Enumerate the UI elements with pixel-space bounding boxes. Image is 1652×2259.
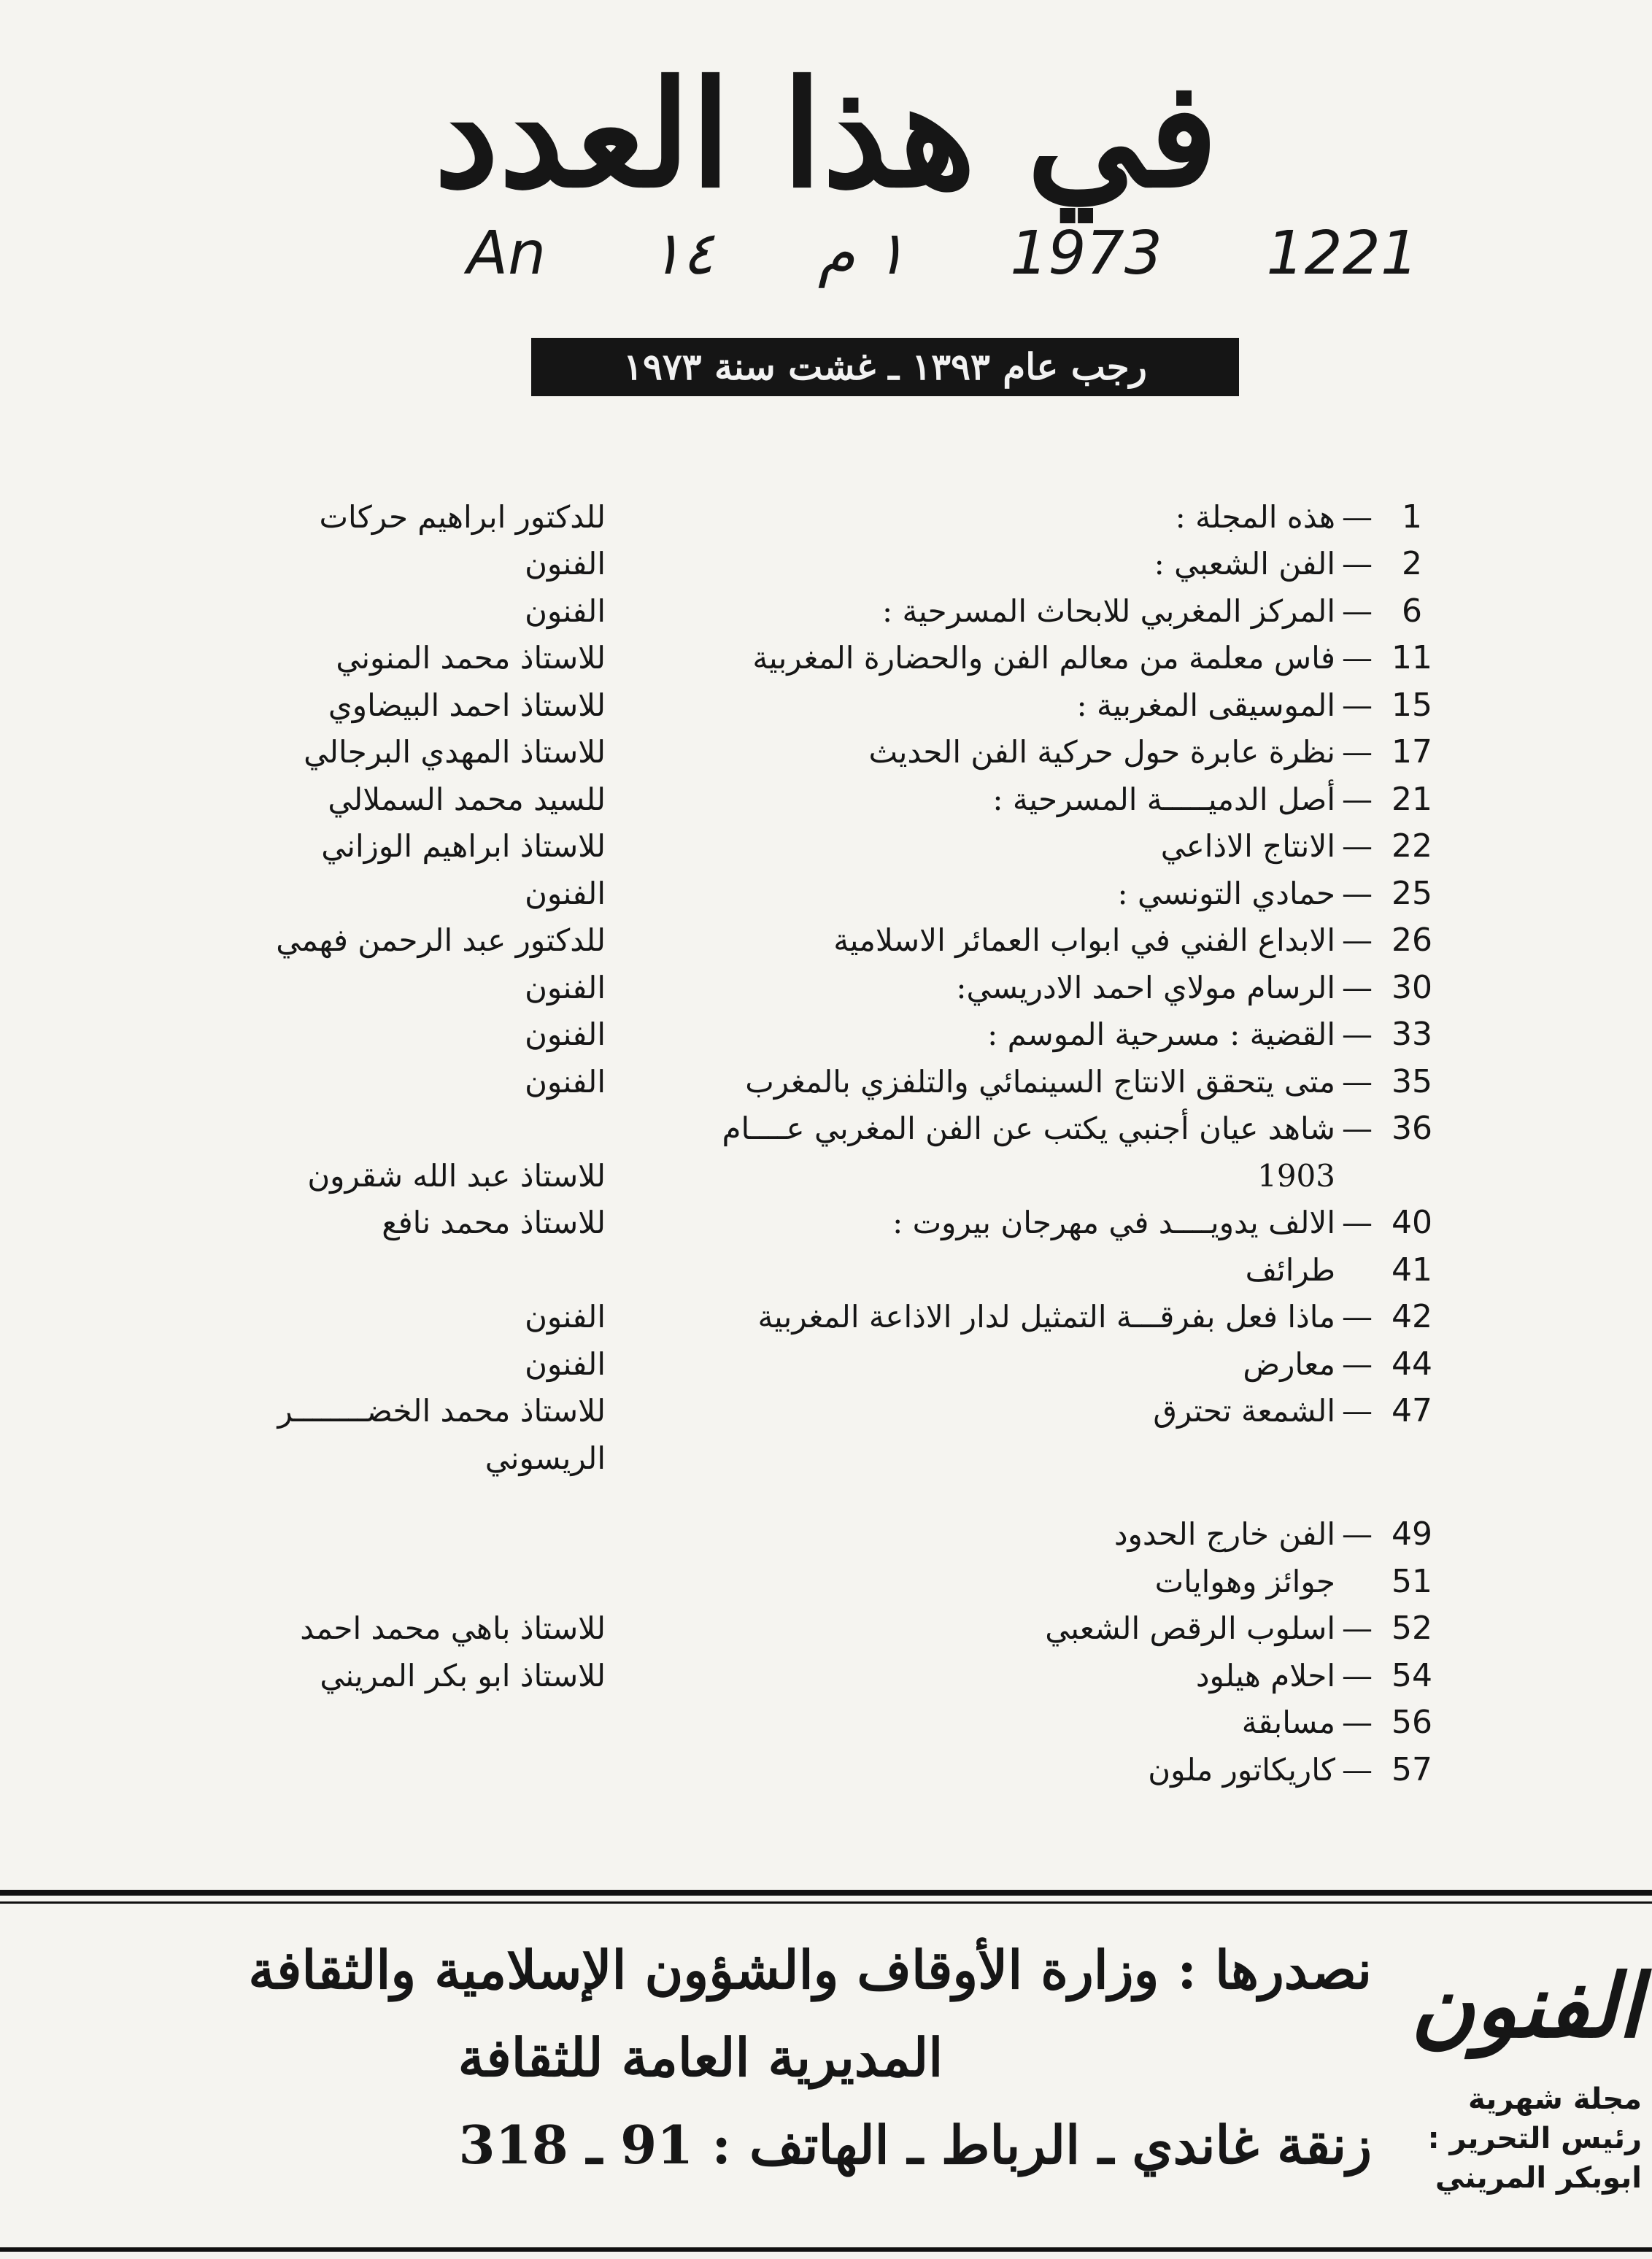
table-of-contents — [263, 493, 1445, 1793]
toc-article-title: الابداع الفني في ابواب العمائر الاسلامية — [833, 922, 1335, 959]
issue-date-band: رجب عام ١٣٩٣ ـ غشت سنة ١٩٧٣ — [531, 338, 1239, 396]
toc-author: الفنون — [525, 1299, 606, 1335]
logo-subtitle: مجلة شهرية — [1467, 2082, 1642, 2116]
toc-row — [263, 1699, 1445, 1747]
toc-page-number: 44 — [1392, 1345, 1432, 1383]
toc-row — [263, 1746, 1445, 1793]
toc-article-title: معارض — [1243, 1345, 1335, 1382]
toc-article-title: طرائف — [1245, 1251, 1335, 1288]
handwritten-note: An — [467, 219, 547, 288]
toc-page-number: 25 — [1392, 874, 1432, 912]
toc-dash: — — [1342, 1657, 1373, 1694]
toc-dash: — — [1342, 1111, 1373, 1147]
toc-page-number: 35 — [1392, 1062, 1432, 1100]
toc-row — [263, 1434, 1445, 1482]
toc-page-number: 36 — [1392, 1110, 1432, 1148]
toc-author: للاستاذ محمد الخضــــــــر — [277, 1393, 606, 1429]
page-title: في هذا العدد — [433, 49, 1219, 220]
toc-page-number: 47 — [1392, 1392, 1432, 1430]
toc-dash: — — [1342, 546, 1373, 582]
toc-row — [263, 729, 1445, 776]
toc-row — [263, 1605, 1445, 1653]
toc-article-title: الموسيقى المغربية : — [1076, 687, 1335, 723]
toc-row — [263, 1011, 1445, 1059]
toc-author: الفنون — [525, 1063, 606, 1100]
toc-author: الريسوني — [485, 1440, 606, 1476]
publisher-line: نصدرها : وزارة الأوقاف والشؤون الإسلامية والثقافة — [248, 1939, 1372, 2001]
editor-label: رئيس التحرير : — [1427, 2122, 1642, 2155]
toc-author: الفنون — [525, 969, 606, 1005]
handwritten-note: ١ م — [817, 219, 906, 288]
toc-article-title: احلام هيلود — [1195, 1657, 1335, 1694]
toc-page-number: 33 — [1392, 1016, 1432, 1054]
toc-article-title: اسلوب الرقص الشعبي — [1045, 1610, 1335, 1647]
toc-row — [263, 823, 1445, 870]
toc-article-title: القضية : مسرحية الموسم : — [987, 1016, 1335, 1053]
toc-dash: — — [1342, 922, 1373, 959]
handwritten-annotation — [467, 219, 1419, 288]
toc-dash: — — [1342, 1704, 1373, 1741]
toc-row — [263, 776, 1445, 823]
toc-article-title: شاهد عيان أجنبي يكتب عن الفن المغربي عــــام — [722, 1111, 1335, 1147]
toc-row — [263, 1294, 1445, 1341]
editor-name: ابوبكر المريني — [1435, 2161, 1642, 2195]
toc-dash: — — [1342, 1393, 1373, 1429]
toc-author: للاستاذ المهدي البرجالي — [304, 734, 606, 771]
toc-dash: — — [1342, 828, 1373, 865]
toc-page-number: 6 — [1402, 592, 1422, 630]
handwritten-note: 1973 — [1010, 219, 1162, 288]
toc-article-title: الفن خارج الحدود — [1113, 1516, 1335, 1553]
toc-author: للاستاذ باهي محمد احمد — [300, 1610, 606, 1647]
toc-article-title: الشمعة تحترق — [1153, 1393, 1335, 1429]
magazine-logo: الفنون — [1410, 1955, 1642, 2058]
toc-page-number: 49 — [1392, 1515, 1432, 1553]
toc-author: الفنون — [525, 546, 606, 582]
toc-author: للاستاذ ابراهيم الوزاني — [321, 828, 606, 865]
toc-page-number: 54 — [1392, 1656, 1432, 1694]
toc-dash: — — [1342, 1516, 1373, 1553]
address-line: زنقة غاندي ـ الرباط ـ الهاتف : 91 ـ 318 — [458, 2114, 1372, 2176]
toc-row — [263, 1388, 1445, 1435]
toc-author: الفنون — [525, 592, 606, 629]
toc-author: للاستاذ عبد الله شقرون — [307, 1157, 606, 1194]
toc-row — [263, 681, 1445, 729]
toc-article-title: كاريكاتور ملون — [1148, 1751, 1335, 1788]
toc-author: الفنون — [525, 1016, 606, 1053]
toc-article-title: نظرة عابرة حول حركية الفن الحديث — [868, 734, 1335, 771]
footer-divider — [0, 1901, 1652, 1904]
toc-page-number: 15 — [1392, 686, 1432, 724]
toc-row — [263, 587, 1445, 635]
toc-author: للاستاذ محمد نافع — [382, 1205, 606, 1241]
toc-author: للسيد محمد السملالي — [328, 781, 606, 817]
toc-article-title: الرسام مولاي احمد الادريسي: — [956, 969, 1335, 1005]
handwritten-note: ١٤ — [649, 219, 714, 288]
toc-dash: — — [1342, 1610, 1373, 1647]
toc-dash: — — [1342, 1016, 1373, 1053]
toc-page-number: 41 — [1392, 1251, 1432, 1289]
toc-dash: — — [1342, 592, 1373, 629]
toc-row — [263, 635, 1445, 682]
toc-page-number: 11 — [1392, 639, 1432, 677]
toc-row — [263, 1105, 1445, 1153]
toc-dash: — — [1342, 875, 1373, 911]
toc-dash: — — [1342, 969, 1373, 1005]
toc-row — [263, 493, 1445, 541]
page-bottom-rule — [0, 2247, 1652, 2252]
toc-article-title: ماذا فعل بفرقـــة التمثيل لدار الاذاعة المغربية — [757, 1299, 1335, 1335]
toc-row — [263, 917, 1445, 965]
toc-dash: — — [1342, 1751, 1373, 1788]
toc-dash: — — [1342, 1299, 1373, 1335]
directorate-line: المديرية العامة للثقافة — [458, 2026, 943, 2088]
toc-row — [263, 1558, 1445, 1605]
toc-author: الفنون — [525, 1345, 606, 1382]
toc-article-title: متى يتحقق الانتاج السينمائي والتلفزي بالمغرب — [745, 1063, 1335, 1100]
toc-row — [263, 1152, 1445, 1200]
toc-author: للدكتور عبد الرحمن فهمي — [276, 922, 606, 959]
toc-dash: — — [1342, 687, 1373, 723]
toc-row — [263, 964, 1445, 1011]
toc-dash: — — [1342, 640, 1373, 676]
toc-row — [263, 1246, 1445, 1294]
toc-article-title: 1903 — [1257, 1157, 1335, 1194]
toc-article-title: الالف يدويــــد في مهرجان بيروت : — [892, 1205, 1335, 1241]
toc-row — [263, 1511, 1445, 1559]
footer-divider — [0, 1890, 1652, 1896]
toc-page-number: 30 — [1392, 968, 1432, 1006]
toc-page-number: 26 — [1392, 922, 1432, 959]
toc-page-number: 52 — [1392, 1610, 1432, 1648]
toc-article-title: الانتاج الاذاعي — [1160, 828, 1335, 865]
toc-row — [263, 1058, 1445, 1105]
toc-article-title: مسابقة — [1241, 1704, 1335, 1741]
toc-dash: — — [1342, 734, 1373, 771]
toc-dash: — — [1342, 1063, 1373, 1100]
toc-page-number: 56 — [1392, 1704, 1432, 1742]
toc-page-number: 17 — [1392, 733, 1432, 771]
toc-page-number: 2 — [1402, 545, 1422, 583]
toc-article-title: المركز المغربي للابحاث المسرحية : — [881, 592, 1335, 629]
toc-page-number: 51 — [1392, 1562, 1432, 1600]
toc-article-title: هذه المجلة : — [1175, 498, 1335, 535]
toc-row — [263, 1340, 1445, 1388]
toc-page-number: 22 — [1392, 827, 1432, 865]
toc-page-number: 1 — [1402, 498, 1422, 536]
toc-page-number: 42 — [1392, 1298, 1432, 1336]
handwritten-note: 1221 — [1266, 219, 1419, 288]
toc-row — [263, 541, 1445, 588]
toc-row — [263, 870, 1445, 917]
toc-dash: — — [1342, 781, 1373, 817]
toc-dash: — — [1342, 1345, 1373, 1382]
toc-row — [263, 1200, 1445, 1247]
magazine-logo-block — [1394, 1934, 1642, 2198]
toc-author: للدكتور ابراهيم حركات — [319, 498, 606, 535]
toc-dash: — — [1342, 1205, 1373, 1241]
toc-article-title: حمادي التونسي : — [1117, 875, 1335, 911]
toc-page-number: 40 — [1392, 1204, 1432, 1242]
toc-dash: — — [1342, 498, 1373, 535]
toc-author: للاستاذ ابو بكر المريني — [320, 1657, 606, 1694]
toc-page-number: 21 — [1392, 780, 1432, 818]
toc-page-number: 57 — [1392, 1750, 1432, 1788]
toc-author: الفنون — [525, 875, 606, 911]
toc-article-title: جوائز وهوايات — [1154, 1563, 1335, 1599]
toc-article-title: أصل الدميـــــة المسرحية : — [992, 781, 1335, 817]
toc-author: للاستاذ محمد المنوني — [336, 640, 606, 676]
toc-row — [263, 1652, 1445, 1699]
toc-article-title: الفن الشعبي : — [1154, 546, 1335, 582]
toc-article-title: فاس معلمة من معالم الفن والحضارة المغربية — [752, 640, 1335, 676]
publisher-info — [29, 1926, 1372, 2189]
toc-author: للاستاذ احمد البيضاوي — [328, 687, 606, 723]
